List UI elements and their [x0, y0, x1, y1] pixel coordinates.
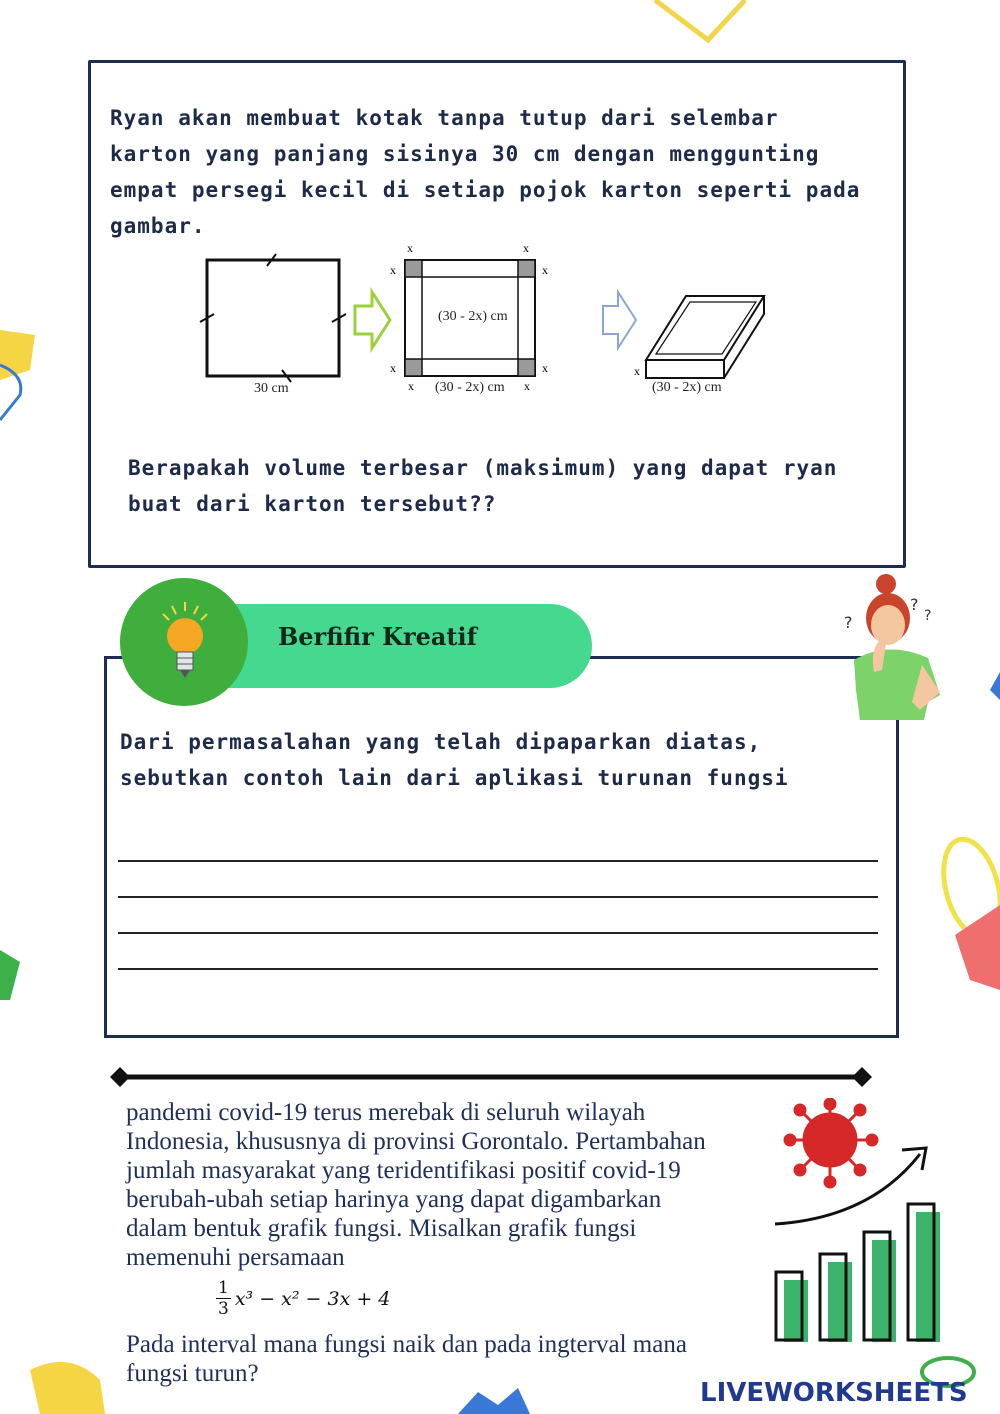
x-label: x	[523, 241, 529, 255]
answer-line[interactable]	[118, 932, 878, 934]
answer-line[interactable]	[118, 896, 878, 898]
problem-line: empat persegi kecil di setiap pojok karton seperti pada	[110, 178, 861, 202]
equation-numerator: 1	[218, 1278, 229, 1298]
x-label: x	[542, 263, 548, 277]
svg-text:?: ?	[924, 608, 932, 624]
problem2-line: pandemi covid-19 terus merebak di seluruh wilayah	[126, 1099, 646, 1126]
problem-line: karton yang panjang sisinya 30 cm dengan menggunting	[110, 142, 820, 166]
covid-growth-illustration	[770, 1098, 950, 1346]
problem-line: gambar.	[110, 214, 206, 238]
prompt-line: Dari permasalahan yang telah dipaparkan diatas,	[120, 730, 762, 754]
equation-denominator: 3	[218, 1299, 229, 1319]
problem2-line: jumlah masyarakat yang teridentifikasi positif covid-19	[126, 1157, 681, 1184]
problem2-line: berubah-ubah setiap harinya yang dapat digambarkan	[126, 1186, 662, 1213]
answer-line[interactable]	[118, 968, 878, 970]
open-box	[646, 296, 764, 360]
karton-square	[207, 260, 339, 376]
problem-line: Ryan akan membuat kotak tanpa tutup dari selembar	[110, 106, 779, 130]
x-label: x	[524, 379, 530, 393]
section-divider	[108, 1064, 874, 1090]
svg-text:?: ?	[910, 595, 919, 614]
arrow-right-icon	[355, 292, 390, 348]
creative-prompt	[120, 724, 789, 796]
arrow-right-icon	[603, 292, 636, 348]
svg-text:?: ?	[844, 613, 853, 632]
question-line: buat dari karton tersebut??	[128, 492, 497, 516]
bottom-label: (30 - 2x) cm	[435, 380, 505, 395]
function-equation	[216, 1278, 390, 1319]
problem2-line: dalam bentuk grafik fungsi. Misalkan grafik fungsi	[126, 1215, 637, 1242]
interval-question-line: fungsi turun?	[126, 1360, 259, 1387]
lightbulb-icon	[150, 598, 220, 690]
section-title: Berfifir Kreatif	[278, 622, 477, 651]
inner-label: (30 - 2x) cm	[438, 309, 508, 324]
interval-question-line: Pada interval mana fungsi naik dan pada ingterval mana	[126, 1331, 687, 1358]
problem2-line: Indonesia, khususnya di provinsi Gorontalo. Pertambahan	[126, 1128, 706, 1155]
creative-card	[104, 656, 899, 1038]
box-label: (30 - 2x) cm	[652, 380, 722, 395]
liveworksheets-logo[interactable]: LIVEWORKSHEETS	[700, 1378, 968, 1408]
x-label: x	[408, 379, 414, 393]
interval-question	[126, 1330, 687, 1388]
question-text	[128, 450, 837, 522]
x-label: x	[542, 361, 548, 375]
covid-problem-text	[126, 1098, 706, 1272]
side-label: 30 cm	[254, 381, 289, 396]
question-line: Berapakah volume terbesar (maksimum) yang dapat ryan	[128, 456, 838, 480]
box-net-figure	[190, 238, 790, 403]
x-label: x	[634, 364, 640, 378]
problem2-line: memenuhi persamaan	[126, 1244, 345, 1271]
virus-icon	[785, 1099, 877, 1187]
thinking-person-illustration	[840, 570, 950, 722]
problem-text	[110, 100, 860, 244]
x-label: x	[390, 361, 396, 375]
equation-terms: x³ − x² − 3x + 4	[234, 1287, 391, 1310]
x-label: x	[390, 263, 396, 277]
prompt-line: sebutkan contoh lain dari aplikasi turunan fungsi	[120, 766, 789, 790]
x-label: x	[407, 241, 413, 255]
answer-line[interactable]	[118, 860, 878, 862]
